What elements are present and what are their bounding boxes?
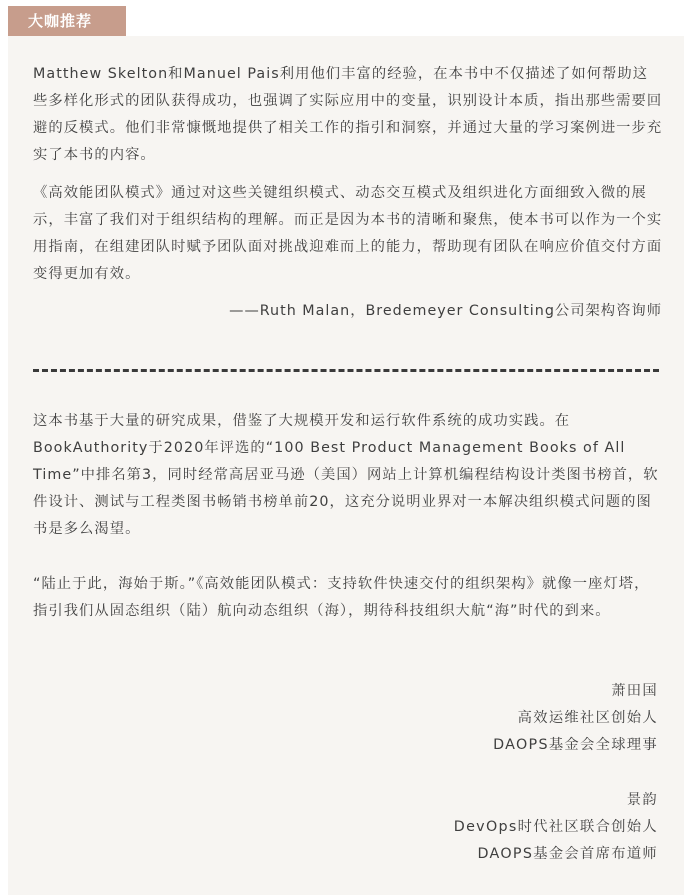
signature-block (493, 678, 658, 759)
endorsement-attribution: ——Ruth Malan，Bredemeyer Consulting公司架构咨询师 (229, 303, 662, 319)
signature-title: DAOPS基金会首席布道师 (477, 846, 658, 862)
signature-title: DAOPS基金会全球理事 (493, 737, 658, 753)
recommendation-paragraph-1: 这本书基于大量的研究成果，借鉴了大规模开发和运行软件系统的成功实践。在BookAuthority于2020年评选的“100 Best Product Management Books of All Time”中排名第3，同时经常高居亚马逊（美国）网站上计算机编程结构设计类图书榜首，软件设计、测试与工程类图书畅销书榜单前20，这充分说明业界对一本解决组织模式问题的图书是多么渴望。 (33, 413, 659, 537)
recommendation-paragraph-2: “陆止于此，海始于斯。”《高效能团队模式：支持软件快速交付的组织架构》就像一座灯塔，指引我们从固态组织（陆）航向动态组织（海），期待科技组织大航“海”时代的到来。 (33, 576, 650, 619)
dashed-divider (33, 369, 659, 372)
signature-title: DevOps时代社区联合创始人 (453, 819, 658, 835)
signature-title: 高效运维社区创始人 (517, 710, 658, 726)
signature-name: 景韵 (626, 792, 658, 808)
section-badge: 大咖推荐 (8, 6, 126, 36)
signature-block (454, 787, 658, 868)
signature-name: 萧田国 (611, 683, 658, 699)
endorsement-paragraph-2: 《高效能团队模式》通过对这些关键组织模式、动态交互模式及组织进化方面细致入微的展示，丰富了我们对于组织结构的理解。而正是因为本书的清晰和聚焦，使本书可以作为一个实用指南，在组建团队时赋予团队面对挑战迎难而上的能力，帮助现有团队在响应价值交付方面变得更加有效。 (33, 185, 663, 282)
endorsement-paragraph-1: Matthew Skelton和Manuel Pais利用他们丰富的经验，在本书中不仅描述了如何帮助这些多样化形式的团队获得成功，也强调了实际应用中的变量，识别设计本质，指出那些需要回避的反模式。他们非常慷慨地提供了相关工作的指引和洞察，并通过大量的学习案例进一步充实了本书的内容。 (33, 66, 663, 163)
